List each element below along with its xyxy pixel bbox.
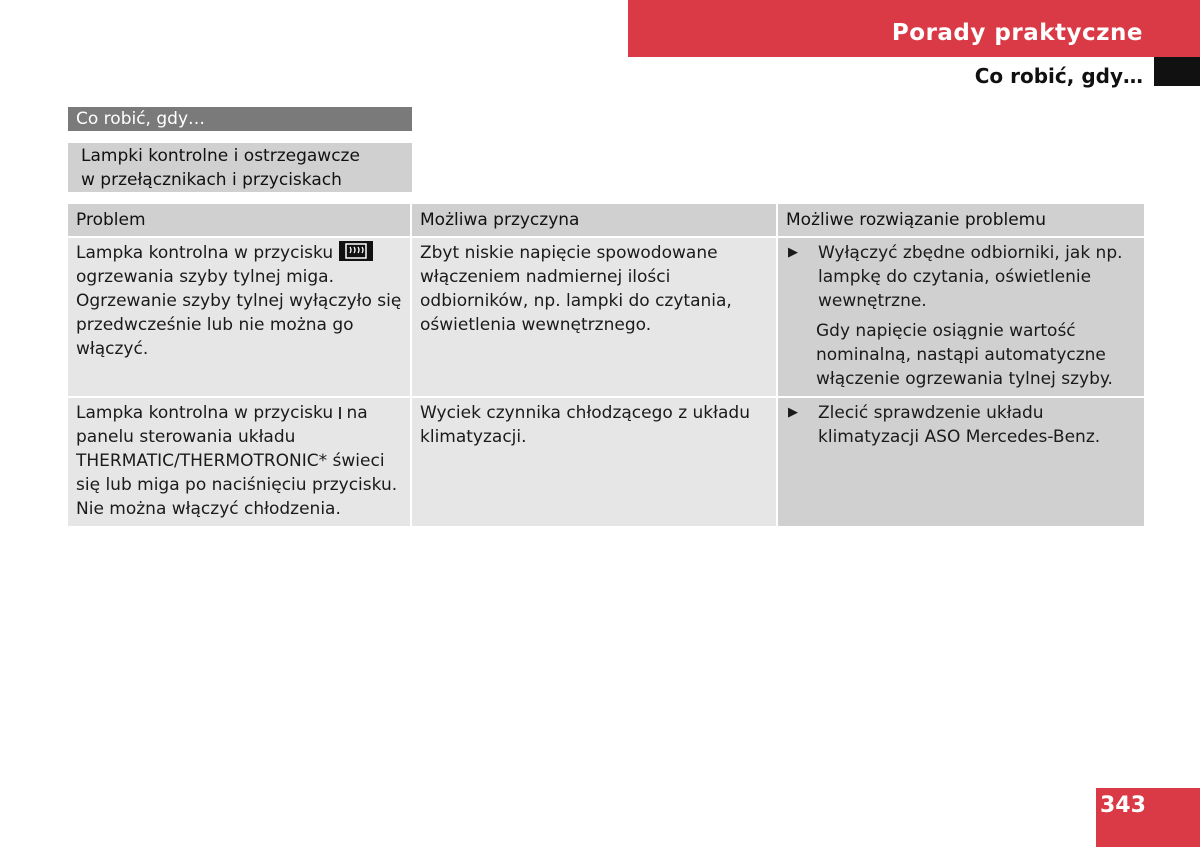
solution-text: Wyłączyć zbędne odbiorniki, jak np. lampkę do czytania, oświetlenie wewnętrzne.: [818, 243, 1123, 311]
solution-bullet: [786, 241, 1136, 313]
chapter-header-bar: [628, 0, 1200, 57]
table-row: [68, 397, 1144, 527]
problem-cell: [68, 397, 411, 527]
bullet-arrow-icon: ▶: [788, 405, 798, 420]
problem-text-post: ogrzewania szyby tylnej miga. Ogrzewanie szyby tylnej wyłączyło się przedwcześnie lub nie można go włączyć.: [76, 267, 402, 359]
chapter-subtitle: Co robić, gdy…: [974, 64, 1143, 88]
troubleshooting-table: [68, 204, 1144, 528]
problem-text-pre: Lampka kontrolna w przycisku: [76, 403, 334, 423]
section-title: Co robić, gdy…: [68, 107, 412, 131]
subsection-title: [68, 143, 412, 192]
chapter-title: Porady praktyczne: [891, 20, 1143, 46]
ac-button-icon: [339, 407, 341, 419]
table-header-row: [68, 204, 1144, 237]
solution-text: Zlecić sprawdzenie układu klimatyzacji ASO Mercedes-Benz.: [818, 403, 1101, 447]
table-row: [68, 237, 1144, 397]
page-number: 343: [1096, 788, 1200, 847]
subsection-title-line1: Lampki kontrolne i ostrzegawcze: [81, 146, 360, 166]
column-header-problem: Problem: [68, 204, 411, 237]
solution-note: Gdy napięcie osiągnie wartość nominalną, nastąpi automatyczne włączenie ogrzewania tylnej szyby.: [816, 321, 1113, 389]
problem-cell: [68, 237, 411, 397]
problem-text-post: na panelu sterowania układu THERMATIC/THERMOTRONIC* świeci się lub miga po naciśnięciu przycisku. Nie można włączyć chłodzenia.: [76, 403, 398, 519]
rear-window-heater-icon: [339, 241, 373, 261]
column-header-cause: Możliwa przyczyna: [411, 204, 777, 237]
solution-bullet: [786, 401, 1136, 449]
cause-cell: Zbyt niskie napięcie spowodowane włączeniem nadmiernej ilości odbiorników, np. lampki do czytania, oświetlenia wewnętrznego.: [411, 237, 777, 397]
problem-text-pre: Lampka kontrolna w przycisku: [76, 243, 334, 263]
subsection-title-line2: w przełącznikach i przyciskach: [81, 170, 342, 190]
column-header-solution: Możliwe rozwiązanie problemu: [777, 204, 1144, 237]
solution-cell: [777, 237, 1144, 397]
subtitle-marker-block: [1154, 57, 1200, 86]
bullet-arrow-icon: ▶: [788, 245, 798, 260]
solution-cell: [777, 397, 1144, 527]
cause-cell: Wyciek czynnika chłodzącego z układu klimatyzacji.: [411, 397, 777, 527]
